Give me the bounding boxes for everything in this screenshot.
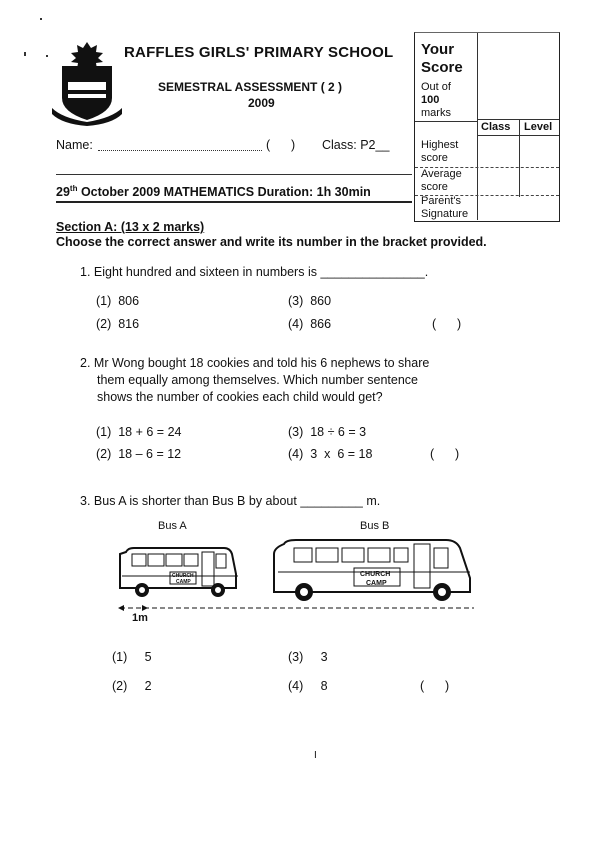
unit-label: 1m bbox=[132, 612, 148, 624]
option-2[interactable]: (2) 18 – 6 = 12 bbox=[96, 447, 182, 461]
average-score-label bbox=[421, 168, 462, 194]
question-number: 1. bbox=[80, 265, 91, 279]
bus-a-sign-2: CAMP bbox=[176, 579, 191, 585]
option-1[interactable]: (1) 5 bbox=[112, 650, 152, 664]
date-line bbox=[56, 184, 371, 199]
question-number: 3. bbox=[80, 494, 91, 508]
marks-total: 100 bbox=[421, 94, 440, 106]
date-day: 29 bbox=[56, 185, 70, 200]
class-label: Class: P2__ bbox=[322, 138, 390, 152]
bus-b-label: Bus B bbox=[360, 520, 390, 532]
marks-rule bbox=[415, 121, 477, 122]
stray-mark bbox=[46, 55, 48, 57]
score-box-divider-horizontal bbox=[477, 119, 559, 120]
option-3[interactable]: (3) 3 bbox=[288, 650, 328, 664]
score-box bbox=[414, 32, 560, 222]
page-number: I bbox=[314, 750, 317, 761]
parents-label: Parent's bbox=[421, 195, 462, 207]
question-3 bbox=[80, 493, 380, 510]
question-text-line: shows the number of cookies each child would get? bbox=[97, 390, 383, 404]
answer-bracket[interactable]: ( ) bbox=[430, 447, 460, 461]
average-score-word: score bbox=[421, 181, 448, 193]
score-box-divider-vertical bbox=[477, 33, 478, 220]
date-sup: th bbox=[69, 184, 78, 193]
question-text-line: them equally among themselves. Which number sentence bbox=[97, 373, 418, 387]
assessment-title: SEMESTRAL ASSESSMENT ( 2 ) bbox=[158, 80, 343, 94]
question-text: Eight hundred and sixteen in numbers is bbox=[93, 265, 317, 279]
highest-label: Highest bbox=[421, 139, 459, 151]
name-bracket: ( ) bbox=[266, 138, 296, 152]
question-2 bbox=[80, 355, 429, 406]
your-score-label bbox=[421, 41, 463, 77]
section-instruction: Choose the correct answer and write its number in the bracket provided. bbox=[56, 235, 487, 249]
stray-mark bbox=[40, 18, 42, 20]
name-label: Name: bbox=[56, 138, 93, 152]
option-1[interactable]: (1) 18 + 6 = 24 bbox=[96, 425, 182, 439]
header-row-rule bbox=[477, 135, 559, 136]
col-class-header: Class bbox=[481, 121, 511, 133]
option-3[interactable]: (3) 860 bbox=[288, 294, 332, 308]
answer-bracket[interactable]: ( ) bbox=[432, 317, 462, 331]
assessment-year: 2009 bbox=[248, 96, 275, 110]
option-4[interactable]: (4) 8 bbox=[288, 679, 328, 693]
option-3[interactable]: (3) 18 ÷ 6 = 3 bbox=[288, 425, 367, 439]
question-1 bbox=[80, 264, 428, 281]
parents-signature-label bbox=[421, 195, 468, 221]
average-label: Average bbox=[421, 168, 462, 180]
section-title: Section A: (13 x 2 marks) bbox=[56, 220, 205, 234]
school-name: RAFFLES GIRLS' PRIMARY SCHOOL bbox=[124, 44, 394, 61]
col-level-header: Level bbox=[524, 121, 553, 133]
date-rule-bottom bbox=[56, 201, 412, 203]
marks-label: marks bbox=[421, 107, 451, 119]
bus-b-sign-2: CAMP bbox=[366, 580, 387, 587]
answer-blank[interactable]: _______________. bbox=[320, 265, 429, 279]
col-divider bbox=[519, 119, 520, 197]
option-1[interactable]: (1) 806 bbox=[96, 294, 140, 308]
date-rule-top bbox=[56, 174, 412, 175]
stray-mark bbox=[24, 52, 26, 56]
option-2[interactable]: (2) 2 bbox=[112, 679, 152, 693]
your-label: Your bbox=[421, 41, 455, 58]
highest-score-word: score bbox=[421, 152, 448, 164]
option-4[interactable]: (4) 3 x 6 = 18 bbox=[288, 447, 373, 461]
school-crest-logo bbox=[50, 38, 124, 126]
answer-blank[interactable]: _________ m. bbox=[300, 494, 381, 508]
option-2[interactable]: (2) 816 bbox=[96, 317, 140, 331]
question-text: Bus A is shorter than Bus B by about bbox=[93, 494, 297, 508]
name-field[interactable] bbox=[98, 150, 262, 151]
option-4[interactable]: (4) 866 bbox=[288, 317, 332, 331]
measuring-line bbox=[118, 602, 478, 616]
date-subject-duration: October 2009 MATHEMATICS Duration: 1h 30min bbox=[77, 185, 371, 200]
signature-label: Signature bbox=[421, 208, 469, 220]
bus-a-sign-1: CHURCH bbox=[172, 573, 194, 579]
question-text-line: Mr Wong bought 18 cookies and told his 6 nephews to share bbox=[93, 356, 430, 370]
bus-a-label: Bus A bbox=[158, 520, 187, 532]
bus-b-sign-1: CHURCH bbox=[360, 571, 391, 578]
out-of-label: Out of bbox=[421, 81, 451, 93]
score-label: Score bbox=[421, 59, 463, 76]
question-number: 2. bbox=[80, 356, 91, 370]
highest-score-label bbox=[421, 139, 458, 165]
answer-bracket[interactable]: ( ) bbox=[420, 679, 450, 693]
